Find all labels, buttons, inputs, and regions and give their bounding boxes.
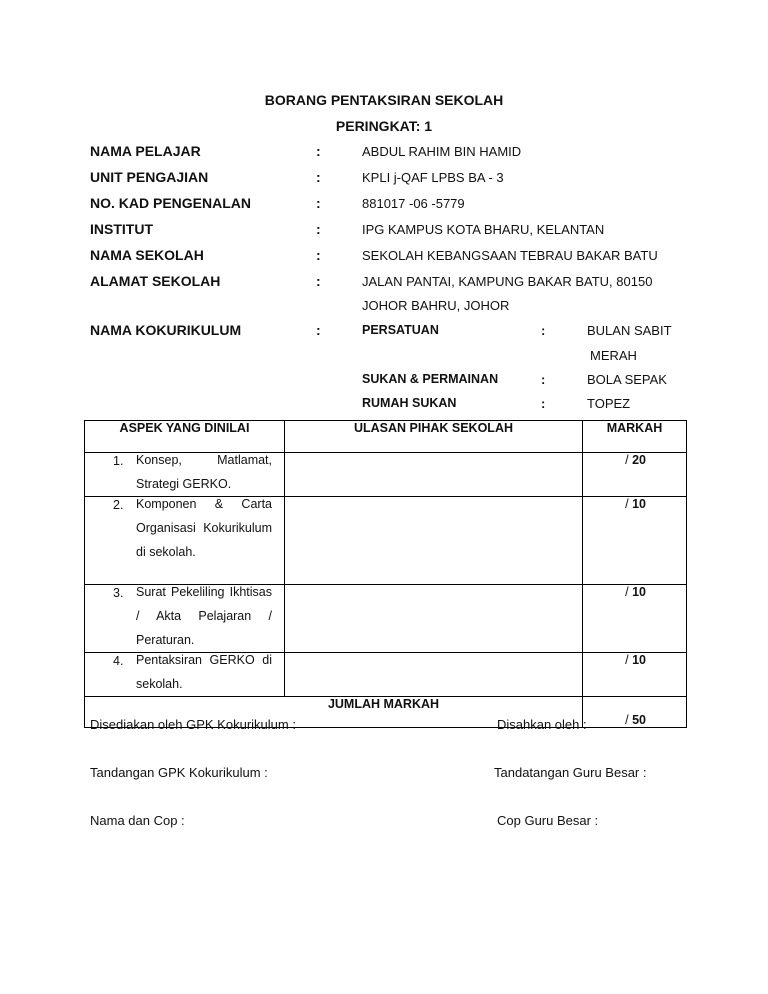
prepared-by-label: Disediakan oleh GPK Kokurikulum : xyxy=(90,717,296,732)
field-address-label: ALAMAT SEKOLAH xyxy=(90,273,221,289)
field-institute-value: IPG KAMPUS KOTA BHARU, KELANTAN xyxy=(362,222,605,237)
aspect-text: Komponen & Carta Organisasi Kokurikulum di sekolah. xyxy=(136,497,272,559)
field-address-value-line2: JOHOR BAHRU, JOHOR xyxy=(362,298,510,313)
comment-cell[interactable] xyxy=(285,653,583,697)
table-row xyxy=(85,585,687,653)
cocurriculum-label: NAMA KOKURIKULUM xyxy=(90,322,242,338)
mark-prefix: / xyxy=(625,585,633,599)
mark-prefix: / xyxy=(625,453,633,467)
cocurriculum-society-value-line2: MERAH xyxy=(590,348,637,363)
aspect-text: Konsep, Matlamat, Strategi GERKO. xyxy=(136,453,272,491)
mark-cell xyxy=(583,497,687,585)
header-marks: MARKAH xyxy=(583,421,687,453)
row-number: 2. xyxy=(113,498,124,512)
field-institute-label: INSTITUT xyxy=(90,221,153,237)
field-colon: : xyxy=(541,323,546,338)
field-address-value: JALAN PANTAI, KAMPUNG BAKAR BATU, 80150 xyxy=(362,274,653,289)
field-colon: : xyxy=(316,273,321,289)
field-colon: : xyxy=(316,247,321,263)
total-mark-cell xyxy=(583,697,687,728)
field-school-label: NAMA SEKOLAH xyxy=(90,247,204,263)
cocurriculum-sport-label: SUKAN & PERMAINAN xyxy=(362,372,499,386)
mark-max: 20 xyxy=(632,453,646,467)
header-comments: ULASAN PIHAK SEKOLAH xyxy=(285,421,583,453)
name-stamp-label: Nama dan Cop : xyxy=(90,813,185,828)
mark-cell xyxy=(583,653,687,697)
comment-cell[interactable] xyxy=(285,497,583,585)
cocurriculum-society-value: BULAN SABIT xyxy=(587,323,672,338)
row-number: 4. xyxy=(113,654,124,668)
mark-max: 10 xyxy=(632,497,646,511)
field-unit-label: UNIT PENGAJIAN xyxy=(90,169,209,185)
field-colon: : xyxy=(316,322,321,338)
comment-cell[interactable] xyxy=(285,585,583,653)
mark-cell xyxy=(583,585,687,653)
aspect-cell xyxy=(85,453,285,497)
table-row xyxy=(85,497,687,585)
mark-cell xyxy=(583,453,687,497)
field-unit-value: KPLI j-QAF LPBS BA - 3 xyxy=(362,170,504,185)
field-colon: : xyxy=(316,195,321,211)
mark-prefix: / xyxy=(625,497,633,511)
table-row xyxy=(85,453,687,497)
mark-max: 10 xyxy=(632,653,646,667)
field-colon: : xyxy=(541,396,546,411)
field-ic-value: 881017 -06 -5779 xyxy=(362,196,465,211)
total-mark-max: 50 xyxy=(632,713,646,727)
head-signature-label: Tandatangan Guru Besar : xyxy=(494,765,647,780)
field-student-name-label: NAMA PELAJAR xyxy=(90,143,201,159)
field-colon: : xyxy=(316,169,321,185)
total-label: JUMLAH MARKAH xyxy=(85,697,583,728)
form-level: PERINGKAT: 1 xyxy=(335,118,433,134)
field-colon: : xyxy=(316,143,321,159)
cocurriculum-house-value: TOPEZ xyxy=(587,396,631,411)
field-colon: : xyxy=(316,221,321,237)
table-row xyxy=(85,653,687,697)
cocurriculum-society-label: PERSATUAN xyxy=(362,323,439,337)
field-colon: : xyxy=(541,372,546,387)
comment-cell[interactable] xyxy=(285,453,583,497)
aspect-cell xyxy=(85,653,285,697)
aspect-text: Pentaksiran GERKO di sekolah. xyxy=(136,653,272,691)
field-student-name-value: ABDUL RAHIM BIN HAMID xyxy=(362,144,522,159)
mark-max: 10 xyxy=(632,585,646,599)
field-ic-label: NO. KAD PENGENALAN xyxy=(90,195,252,211)
field-school-value: SEKOLAH KEBANGSAAN TEBRAU BAKAR BATU xyxy=(362,248,658,263)
head-stamp-label: Cop Guru Besar : xyxy=(497,813,599,828)
cocurriculum-house-label: RUMAH SUKAN xyxy=(362,396,457,410)
gpk-signature-label: Tandangan GPK Kokurikulum : xyxy=(90,765,268,780)
cocurriculum-sport-value: BOLA SEPAK xyxy=(587,372,667,387)
aspect-cell xyxy=(85,497,285,585)
approved-by-label: Disahkan oleh : xyxy=(497,717,587,732)
mark-prefix: / xyxy=(625,713,633,727)
row-number: 3. xyxy=(113,586,124,600)
form-title: BORANG PENTAKSIRAN SEKOLAH xyxy=(264,92,504,108)
assessment-table xyxy=(84,420,687,728)
mark-prefix: / xyxy=(625,653,633,667)
row-number: 1. xyxy=(113,454,124,468)
aspect-text: Surat Pekeliling Ikhtisas / Akta Pelajaran / Peraturan. xyxy=(136,585,272,647)
aspect-cell xyxy=(85,585,285,653)
header-aspect: ASPEK YANG DINILAI xyxy=(85,421,285,453)
